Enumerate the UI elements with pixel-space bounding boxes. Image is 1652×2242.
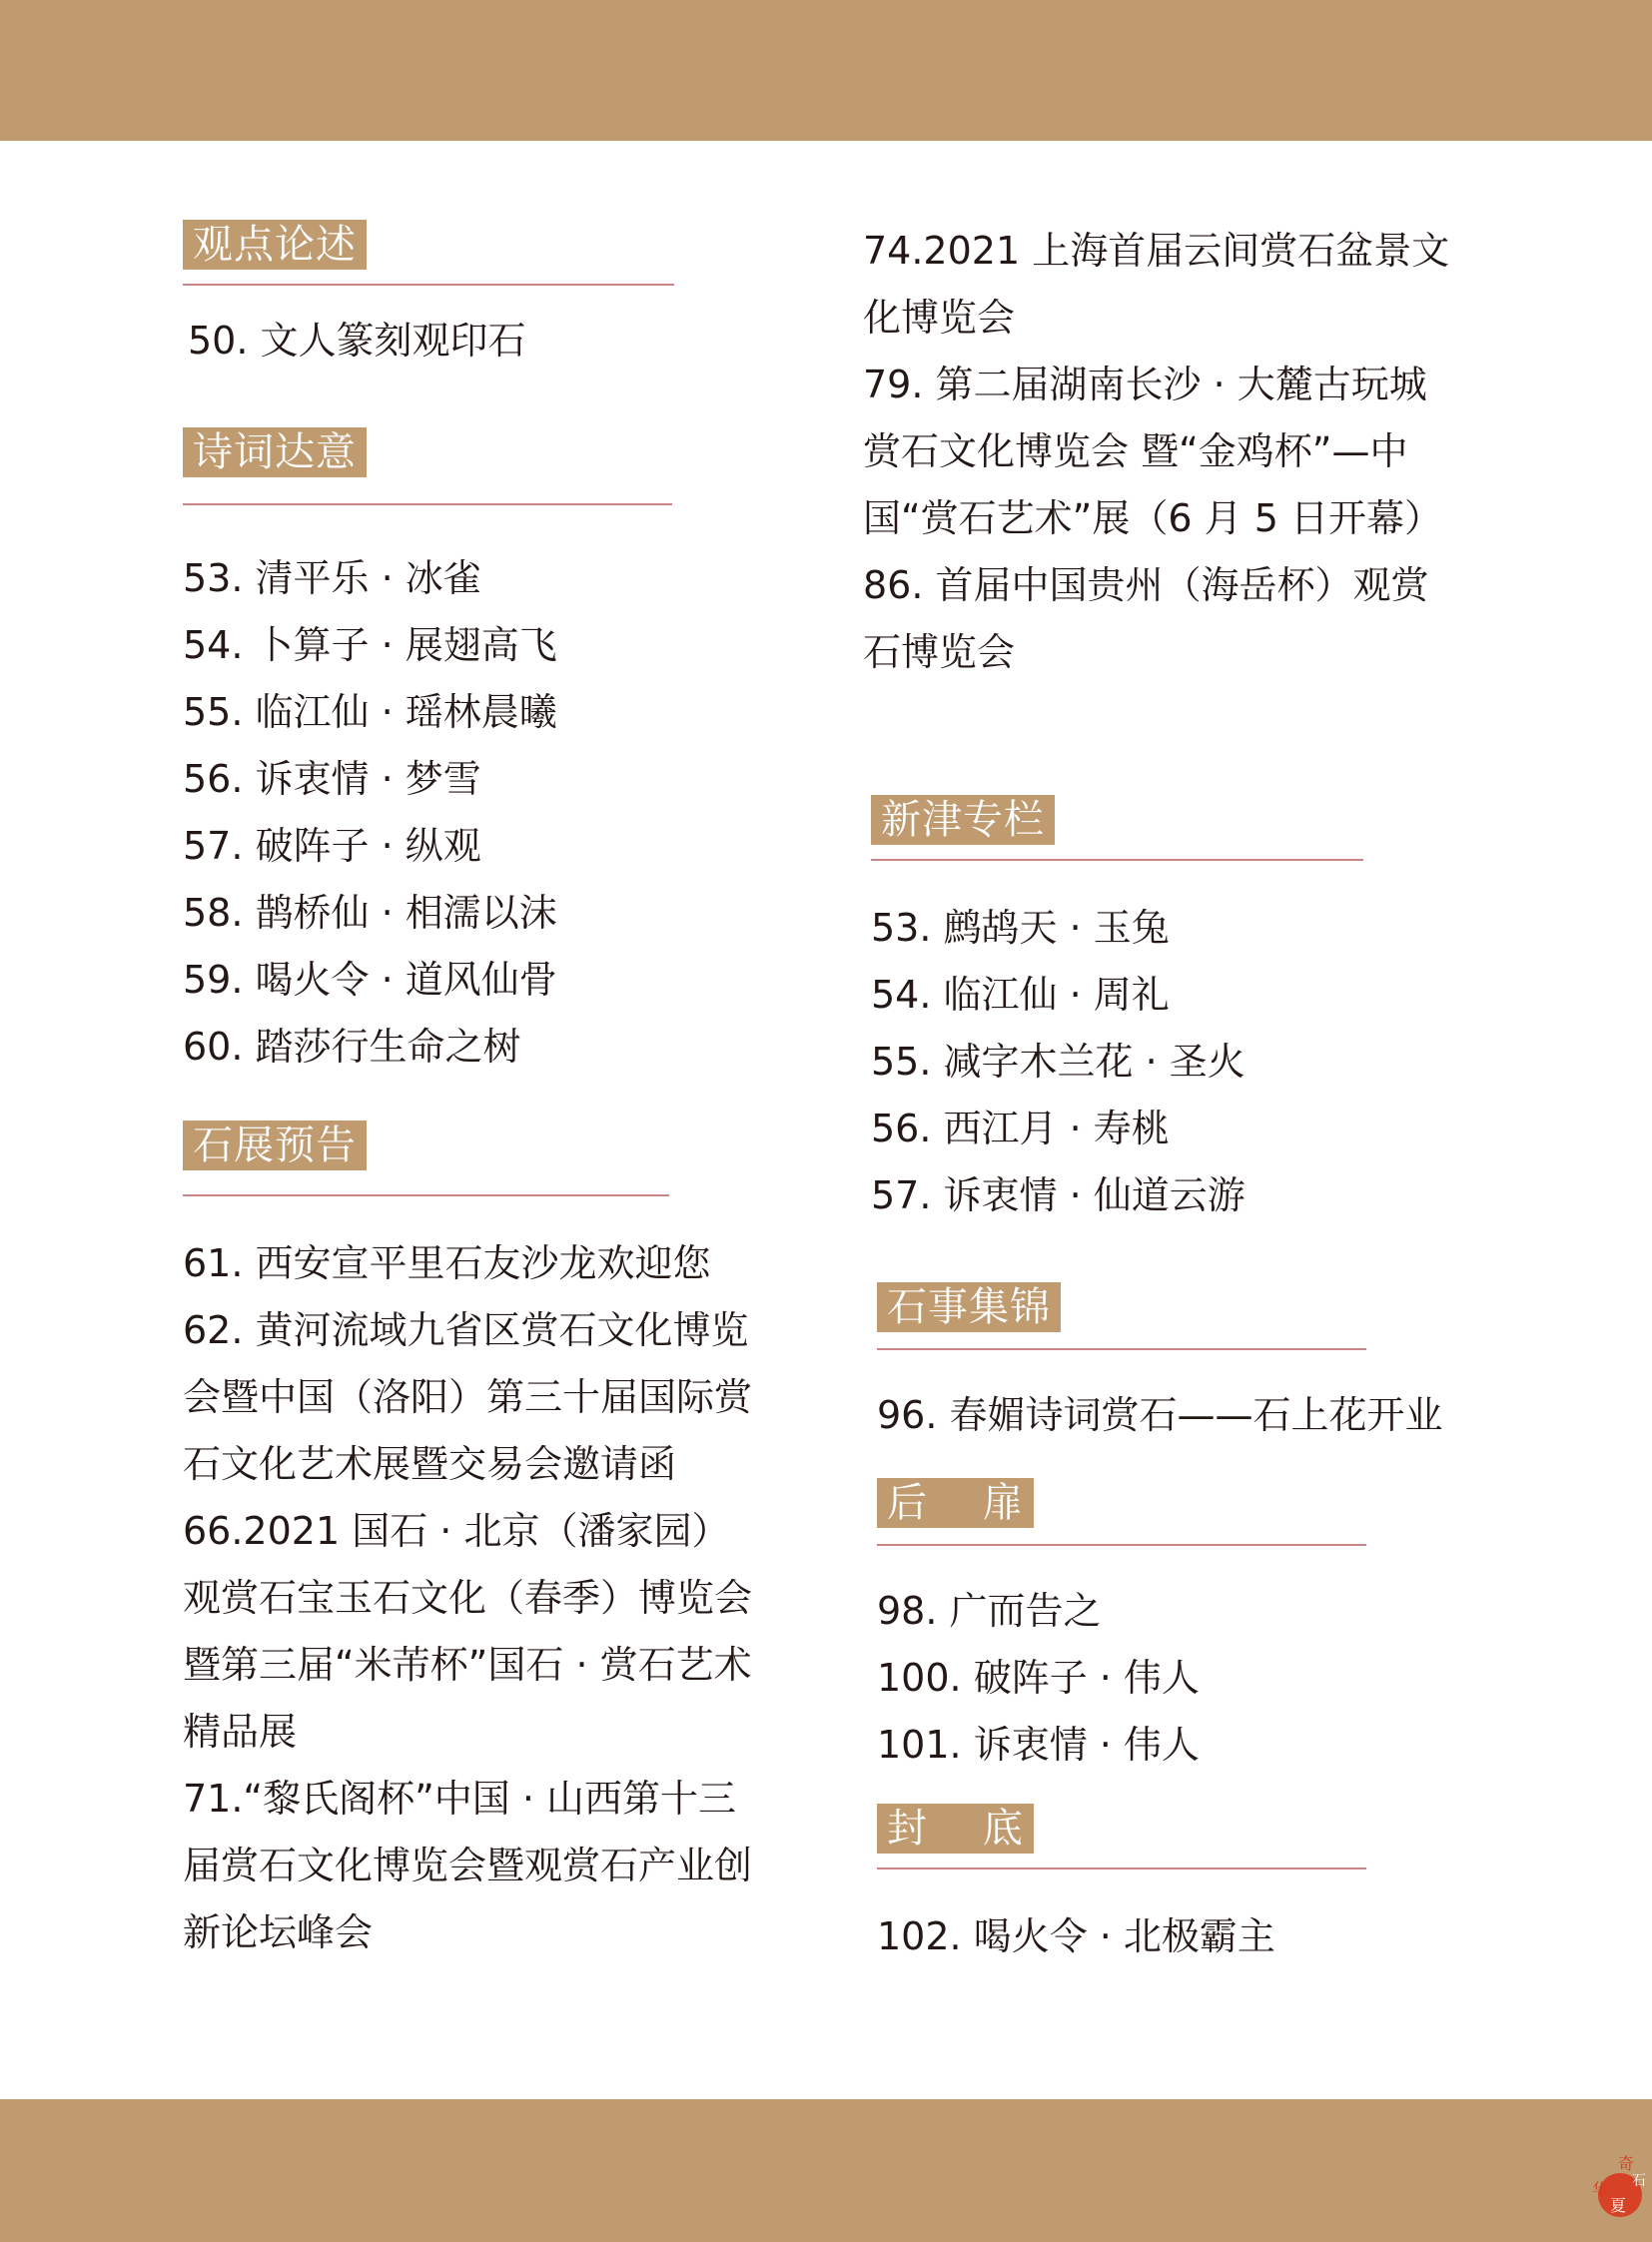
section-title: 诗词达意 xyxy=(183,427,367,477)
toc-entry[interactable]: 53. 鹧鸪天 · 玉兔 xyxy=(871,906,1170,950)
toc-entry[interactable]: 55. 减字木兰花 · 圣火 xyxy=(871,1040,1245,1084)
section-shici xyxy=(183,427,557,1081)
toc-entry[interactable]: 57. 诉衷情 · 仙道云游 xyxy=(871,1173,1245,1217)
toc-entry[interactable]: 59. 喝火令 · 道风仙骨 xyxy=(183,958,557,1002)
toc-entry[interactable]: 66.2021 国石 · 北京（潘家园）观赏石宝玉石文化（春季）博览会暨第三届“米芾杯”国石 · 赏石艺术精品展 xyxy=(183,1509,753,1754)
section-title: 观点论述 xyxy=(183,220,367,270)
toc-entry[interactable]: 79. 第二届湖南长沙 · 大麓古玩城赏石文化博览会 暨“金鸡杯”—中国“赏石艺术”展（6 月 5 日开幕） xyxy=(863,363,1442,540)
section-shizhan xyxy=(183,1121,757,1966)
toc-entry[interactable]: 98. 广而告之 xyxy=(877,1589,1102,1633)
svg-text:夏: 夏 xyxy=(1610,2196,1627,2215)
toc-entry[interactable]: 55. 临江仙 · 瑶林晨曦 xyxy=(183,690,557,734)
toc-entry[interactable]: 54. 临江仙 · 周礼 xyxy=(871,973,1170,1017)
toc-entry[interactable]: 53. 清平乐 · 冰雀 xyxy=(183,556,481,600)
toc-entry[interactable]: 62. 黄河流域九省区赏石文化博览会暨中国（洛阳）第三十届国际赏石文化艺术展暨交易会邀请函 xyxy=(183,1308,753,1486)
section-divider xyxy=(877,1544,1366,1546)
section-shishi xyxy=(877,1282,1443,1449)
toc-entry[interactable]: 58. 鹊桥仙 · 相濡以沫 xyxy=(183,891,557,935)
section-xinjin xyxy=(871,795,1245,1229)
section-divider xyxy=(183,284,674,286)
toc-entry[interactable]: 100. 破阵子 · 伟人 xyxy=(877,1656,1200,1700)
toc-entry[interactable]: 71.“黎氏阁杯”中国 · 山西第十三届赏石文化博览会暨观赏石产业创新论坛峰会 xyxy=(183,1777,753,1954)
svg-text:奇: 奇 xyxy=(1618,2155,1635,2173)
section-divider xyxy=(871,859,1363,861)
section-houfei xyxy=(877,1478,1200,1779)
toc-entry[interactable]: 54. 卜算子 · 展翅高飞 xyxy=(183,623,557,667)
toc-entry[interactable]: 56. 西江月 · 寿桃 xyxy=(871,1107,1170,1150)
qishi-huaxia-logo-icon xyxy=(1588,2155,1648,2225)
toc-entry[interactable]: 101. 诉衷情 · 伟人 xyxy=(877,1723,1200,1767)
section-title: 封 底 xyxy=(877,1804,1034,1854)
toc-entry[interactable]: 56. 诉衷情 · 梦雪 xyxy=(183,757,481,801)
toc-entry[interactable]: 86. 首届中国贵州（海岳杯）观赏石博览会 xyxy=(863,563,1429,674)
section-title: 新津专栏 xyxy=(871,795,1055,845)
section-title: 石展预告 xyxy=(183,1121,367,1170)
section-guandian xyxy=(183,220,526,374)
svg-text:石: 石 xyxy=(1632,2173,1646,2189)
section-title: 石事集锦 xyxy=(877,1282,1061,1332)
svg-text:华: 华 xyxy=(1592,2180,1609,2199)
continued-entries xyxy=(863,218,1462,686)
toc-entry[interactable]: 57. 破阵子 · 纵观 xyxy=(183,824,481,868)
toc-entry[interactable]: 74.2021 上海首届云间赏石盆景文化博览会 xyxy=(863,229,1450,340)
toc-entry[interactable]: 61. 西安宣平里石友沙龙欢迎您 xyxy=(183,1241,711,1285)
toc-entry[interactable]: 96. 春媚诗词赏石——石上花开业 xyxy=(877,1393,1443,1437)
toc-entry[interactable]: 50. 文人篆刻观印石 xyxy=(188,319,526,363)
top-banner xyxy=(0,0,1652,141)
section-title: 后 扉 xyxy=(877,1478,1034,1528)
section-divider xyxy=(877,1348,1366,1350)
section-divider xyxy=(183,503,672,505)
section-divider xyxy=(183,1194,669,1196)
toc-entry[interactable]: 102. 喝火令 · 北极霸主 xyxy=(877,1914,1275,1958)
section-fengdi xyxy=(877,1804,1275,1970)
section-divider xyxy=(877,1868,1366,1869)
toc-entry[interactable]: 60. 踏莎行生命之树 xyxy=(183,1025,521,1069)
bottom-banner xyxy=(0,2099,1652,2242)
